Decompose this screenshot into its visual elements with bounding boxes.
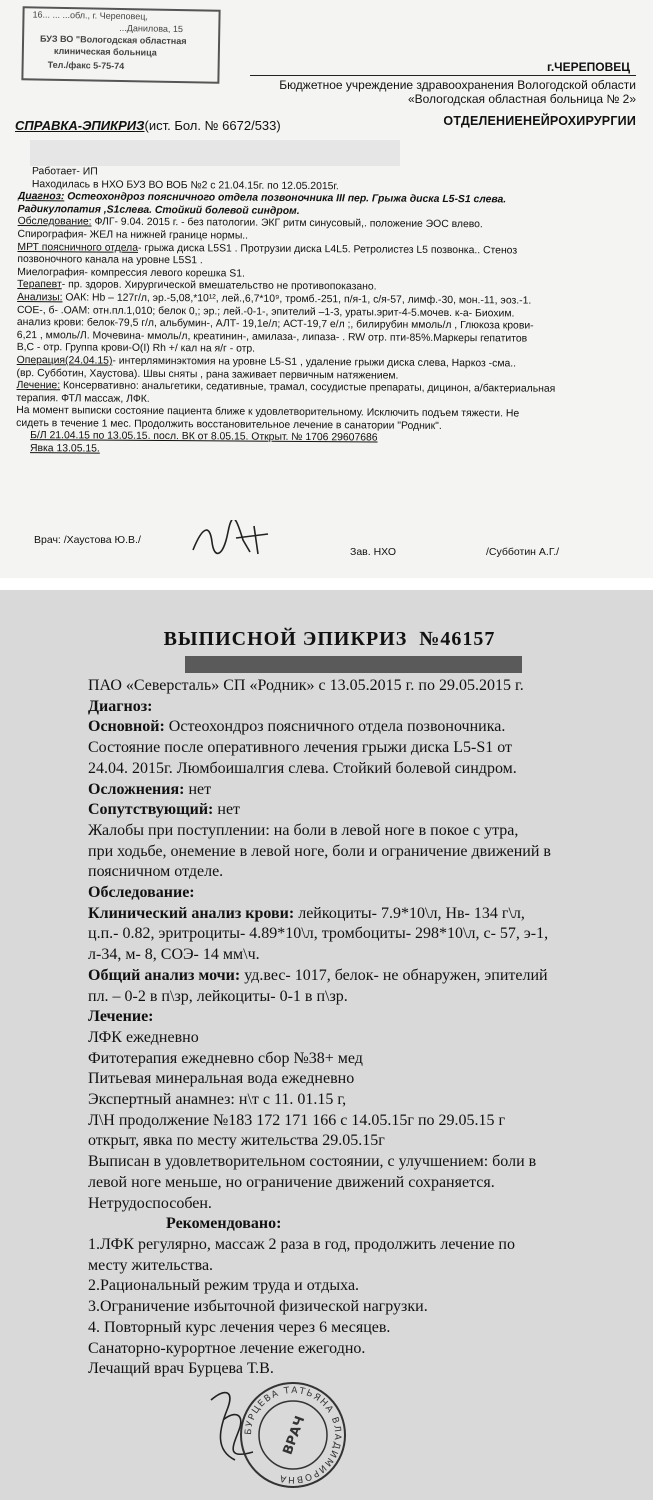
stamp-line: клиническая больница [53, 45, 157, 58]
section-label: Осложнения: [88, 780, 185, 798]
line-text: Б/Л 21.04.15 по 13.05.15. посл. ВК от 8.05.15. Открыт. № 1706 29607686 [30, 430, 378, 444]
line-text: Л\Н продолжение №183 172 171 166 с 14.05.15г по 29.05.15 г [88, 1111, 506, 1129]
line-text: Питьевая минеральная вода ежедневно [88, 1070, 355, 1088]
line-text: 3.Ограничение избыточной физической нагрузки. [88, 1298, 428, 1316]
line-text: Состояние после оперативного лечения грыжи диска L5-S1 от [88, 739, 513, 757]
certificate-body [16, 166, 630, 460]
line-text: Жалобы при поступлении: на боли в левой ноге в покое с утра, [88, 821, 519, 839]
section-label: Лечение: [88, 1008, 154, 1026]
redacted-patient-name [30, 140, 400, 166]
line-text: (вр. Субботин, Хаустова). Швы сняты , рана заживает первичным натяжением. [16, 367, 399, 382]
discharge-line [88, 697, 648, 718]
line-text: Остеохондроз поясничного отдела позвоночника. [164, 718, 506, 736]
institution-line: «Вологодская областная больница № 2» [407, 92, 636, 106]
section-label: Терапевт [17, 279, 62, 291]
discharge-title [0, 628, 653, 651]
discharge-line [88, 1007, 648, 1028]
certificate-epicrisis-sheet [0, 0, 653, 578]
discharge-line [88, 904, 648, 925]
page-separator [0, 578, 653, 590]
discharge-title-text: ВЫПИСНОЙ ЭПИКРИЗ [163, 628, 408, 650]
discharge-line [88, 862, 648, 883]
line-text: Санаторно-курортное лечение ежегодно. [88, 1339, 366, 1357]
head-label: Зав. НХО [350, 546, 396, 558]
discharge-line [88, 676, 648, 697]
discharge-line [88, 1318, 648, 1339]
line-text: Фитотерапия ежедневно сбор №38+ мед [88, 1049, 363, 1067]
line-text: Находилась в НХО БУЗ ВО ВОБ №2 с 21.04.15г. по 12.05.2015г. [31, 178, 339, 192]
discharge-line [88, 717, 648, 738]
line-text: позвоночного канала на уровне L5S1 . [17, 254, 203, 267]
discharge-line [88, 1173, 648, 1194]
redacted-patient-name [185, 656, 522, 673]
doctor-label: Врач: /Хаустова Ю.В./ [34, 534, 141, 546]
stamp-line: ...Данилова, 15 [119, 22, 184, 35]
discharge-line [88, 987, 648, 1008]
line-text: месту жительства. [88, 1256, 214, 1274]
city-name: г.ЧЕРЕПОВЕЦ [547, 60, 630, 74]
head-name: /Субботин А.Г./ [486, 546, 560, 558]
section-label: Основной: [88, 718, 165, 736]
discharge-line [88, 842, 648, 863]
discharge-body [88, 676, 648, 1380]
section-label: Клинический анализ крови: [88, 904, 295, 922]
discharge-line [88, 1131, 648, 1152]
discharge-line [88, 1339, 648, 1360]
line-text: Явка 13.05.15. [29, 443, 100, 455]
line-text: анализ крови: белок-79,5 г/л, альбумин-, АЛТ- 19,1е/л; АСТ-19,7 е/л ;, билирубин ммоль/л , Глюкоза крови- [16, 317, 534, 332]
discharge-line [88, 1090, 648, 1111]
line-text: - пр. здоров. Хирургической вмешательство не противопоказано. [61, 279, 377, 293]
institution-name [240, 78, 636, 106]
discharge-line [88, 1256, 648, 1277]
line-text: уд.вес- 1017, белок- не обнаружен, эпителий [240, 966, 548, 984]
line-text: На момент выписки состояние пациента ближе к удовлетворительному. Исключить подъем тяжести. Не [16, 405, 520, 420]
discharge-line [88, 1297, 648, 1318]
discharge-line [88, 780, 648, 801]
discharge-line [88, 1214, 648, 1235]
line-text: лейкоциты- 7.9*10\л, Нв- 134 г\л, [294, 904, 525, 922]
institution-line: Бюджетное учреждение здравоохранения Вологодской области [279, 78, 636, 92]
discharge-line [88, 1028, 648, 1049]
document-title-label: СПРАВКА-ЭПИКРИЗ [15, 118, 145, 133]
case-number: (ист. Бол. № 6672/533) [144, 118, 281, 133]
section-label: Рекомендовано: [166, 1215, 282, 1233]
line-text: В,С - отр. Группа крови-О(I) Rh +/ кал на я/г - отр. [16, 342, 256, 355]
line-text: Спирография- ЖЕЛ на нижней границе нормы.. [17, 228, 249, 242]
header-rule [250, 75, 636, 76]
discharge-line [88, 1069, 648, 1090]
discharge-line [88, 800, 648, 821]
discharge-line [88, 1111, 648, 1132]
section-label: Диагноз: [17, 191, 65, 203]
section-label: Анализы: [17, 291, 63, 304]
discharge-number: №46157 [419, 628, 496, 650]
line-text: Работает- ИП [31, 166, 98, 178]
line-text: сидеть в течение 1 мес. Продолжить восстановительное лечение в санатории "Родник". [16, 417, 442, 432]
section-label: Диагноз: [88, 697, 153, 715]
line-text: при ходьбе, онемение в левой ноге, боли и ограничение движений в [88, 842, 551, 860]
line-text: поясничном отделе. [88, 863, 224, 881]
line-text: нет [184, 780, 212, 798]
line-text: - грыжа диска L5S1 . Протрузии диска L4L5. Ретролистез L5 позвонка.. Стеноз [137, 242, 518, 257]
stamp-line: Тел./факс 5-75-74 [47, 59, 125, 72]
discharge-line [88, 1194, 648, 1215]
line-text: Нетрудоспособен. [88, 1194, 212, 1212]
seal-center-text: ВРАЧ [280, 1414, 309, 1457]
discharge-line [88, 738, 648, 759]
discharge-line [88, 1276, 648, 1297]
line-text: Экспертный анамнез: н\т с 11. 01.15 г, [88, 1091, 347, 1109]
line-text: СОЕ-, б- .ОАМ: отн.пл.1,010; белок 0,; эр.; лей.-0-1-, эпителий –1-3, ураты.эрит-4-5.мочев. к-а- Биохим. [16, 304, 515, 320]
line-text: пл. – 0-2 в п\зр, лейкоциты- 0-1 в п\зр. [88, 987, 348, 1005]
stamp-line: 16... ... ...обл., г. Череповец, [32, 9, 149, 22]
line-text: левой ноге меньше, но ограничение движений сохраняется. [88, 1173, 495, 1191]
line-text: Лечащий врач Бурцева Т.В. [88, 1360, 274, 1378]
document-title [15, 118, 281, 133]
section-label: Общий анализ мочи: [88, 966, 241, 984]
discharge-line [88, 821, 648, 842]
discharge-line [88, 1235, 648, 1256]
doctor-seal-icon [238, 1380, 348, 1490]
line-text: 6,21 , ммоль/Л. Мочевина- ммоль/л, креатинин-, амилаза-, липаза- . RW отр. пти-85%.Маркеры гепатитов [16, 329, 528, 345]
line-text: терапия. ФТЛ массаж, ЛФК. [16, 392, 150, 405]
line-text: ОАК: Hb – 127г/л, эр.-5,08,*10¹², лей.,6,7*10⁹, тромб.-251, п/я-1, с/я-57, лимф.-30, мон.-11, эоз.-1. [62, 292, 532, 307]
line-text: нет [213, 801, 241, 819]
discharge-line [88, 966, 648, 987]
section-label: МРТ поясничного отдела [17, 241, 139, 254]
discharge-line [88, 1049, 648, 1070]
section-label: Обследование: [88, 884, 195, 902]
discharge-line [88, 883, 648, 904]
discharge-line [88, 1152, 648, 1173]
line-text: - интерляминэктомия на уровне L5-S1 , удаление грыжи диска слева, Наркоз -сма.. [112, 355, 517, 370]
line-text: ЛФК ежедневно [88, 1028, 199, 1046]
line-text: 24.04. 2015г. Люмбоишалгия слева. Стойкий болевой синдром. [88, 759, 517, 777]
line-text: ФЛГ- 9.04. 2015 г. - без патологии. ЭКГ ритм синусовый,. положение ЭОС влево. [91, 216, 483, 231]
section-label: Сопутствующий: [88, 801, 214, 819]
line-text: Остеохондроз поясничного отдела позвоночника III пер. Грыжа диска L5-S1 слева. [64, 191, 507, 206]
discharge-line [88, 945, 648, 966]
line-text: ц.п.- 0.82, эритроциты- 4.89*10\л, тромбоциты- 298*10\л, с- 57, э-1, [88, 925, 549, 943]
line-text: Выписан в удовлетворительном состоянии, с улучшением: боли в [88, 1153, 537, 1171]
line-text: Консервативно: анальгетики, седативные, трамал, сосудистые препараты, дицинон, а/бактериальная [60, 380, 556, 395]
seal-outer-text: БУРЦЕВА ТАТЬЯНА ВЛАДИМИРОВНА [243, 1385, 343, 1485]
department-name: ОТДЕЛЕНИЕНЕЙРОХИРУРГИИ [443, 114, 636, 128]
discharge-line [88, 759, 648, 780]
stamp-line: БУЗ ВО "Вологодская областная [40, 33, 187, 47]
line-text: 2.Рациональный режим труда и отдыха. [88, 1277, 360, 1295]
line-text: Миелография- компрессия левого корешка S1. [17, 266, 245, 280]
discharge-line [88, 924, 648, 945]
section-label: Лечение: [16, 380, 61, 392]
line-text: ПАО «Северсталь» СП «Родник» с 13.05.2015 г. по 29.05.2015 г. [88, 677, 524, 694]
line-text: открыт, явка по месту жительства 29.05.15г [88, 1132, 385, 1150]
line-text: 1.ЛФК регулярно, массаж 2 раза в год, продолжить лечение по [88, 1235, 515, 1253]
discharge-epicrisis-sheet [0, 590, 653, 1500]
line-text: л-34, м- 8, СОЭ- 14 мм\ч. [88, 946, 260, 964]
line-text: Радикулопатия ,S1слева. Стойкий болевой синдром. [17, 203, 300, 217]
line-text: 4. Повторный курс лечения через 6 месяцев. [88, 1318, 391, 1336]
signature-block [18, 520, 638, 564]
discharge-line [88, 1359, 648, 1380]
section-label: Обследование: [17, 216, 92, 228]
section-label: Операция(24.04.15) [16, 354, 113, 367]
handwritten-signature-icon [188, 520, 278, 560]
